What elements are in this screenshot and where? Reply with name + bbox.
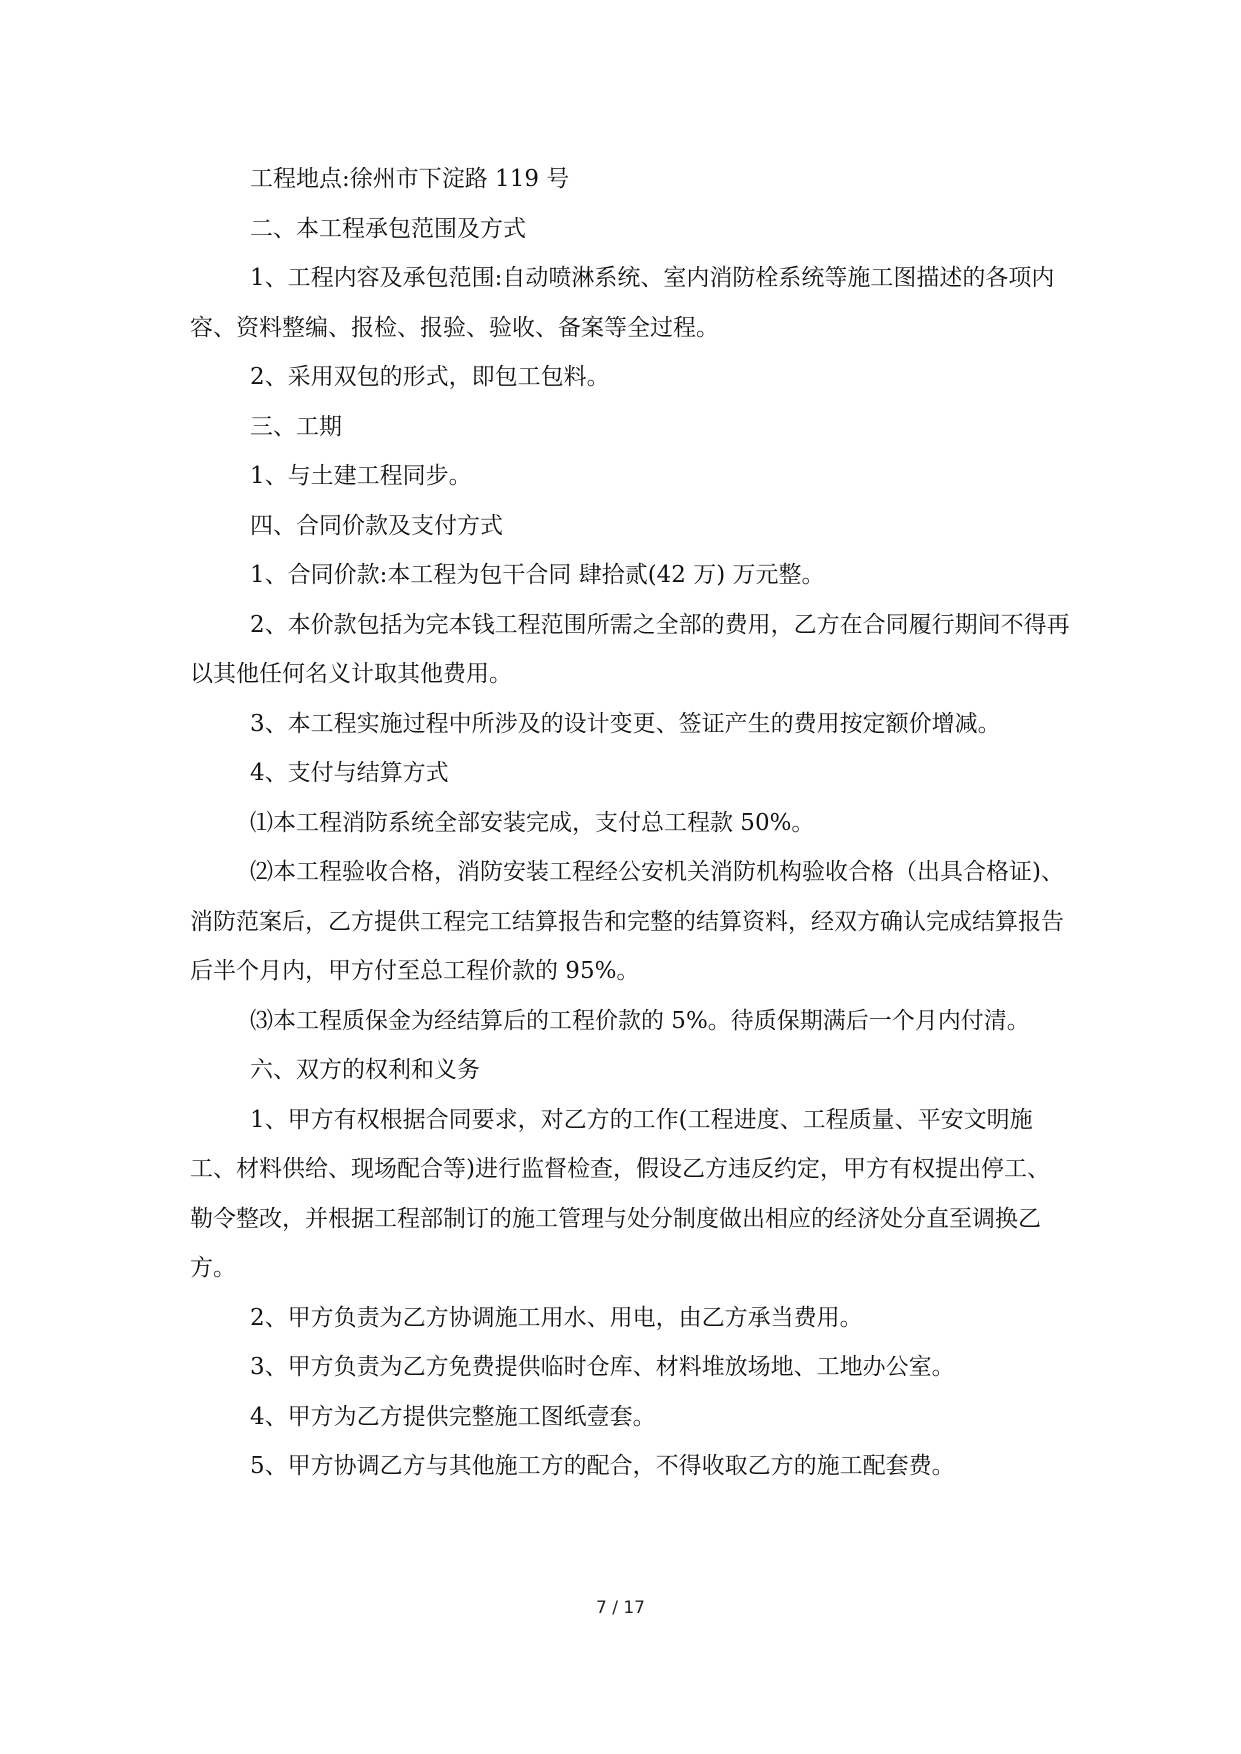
paragraph-obligation-5: 5、甲方协调乙方与其他施工方的配合，不得收取乙方的施工配套费。 [250, 1453, 955, 1479]
heading-rights-obligations: 六、双方的权利和义务 [250, 1057, 480, 1083]
paragraph-payment-stage-2: ⑵本工程验收合格，消防安装工程经公安机关消防机构验收合格（出具合格证)、消防范案后，乙方提供工程完工结算报告和完整的结算资料，经双方确认完成结算报告后半个月内，甲方付至总工程价款的 95%。 [190, 859, 1064, 984]
document-body [190, 155, 1070, 1492]
paragraph-obligation-4: 4、甲方为乙方提供完整施工图纸壹套。 [250, 1403, 656, 1430]
heading-scope-and-method: 二、本工程承包范围及方式 [250, 215, 526, 242]
paragraph-contract-form: 2、采用双包的形式，即包工包料。 [250, 364, 610, 390]
heading-payment-settlement: 4、支付与结算方式 [250, 760, 449, 786]
heading-price-and-payment: 四、合同价款及支付方式 [250, 512, 503, 539]
paragraph-price-scope: 2、本价款包括为完本钱工程范围所需之全部的费用，乙方在合同履行期间不得再以其他任何名义计取其他费用。 [190, 611, 1070, 687]
paragraph-scope-content: 1、工程内容及承包范围:自动喷淋系统、室内消防栓系统等施工图描述的各项内容、资料整编、报检、报验、验收、备案等全过程。 [190, 265, 1055, 341]
paragraph-obligation-3: 3、甲方负责为乙方免费提供临时仓库、材料堆放场地、工地办公室。 [250, 1354, 955, 1380]
paragraph-project-location: 工程地点:徐州市下淀路 119 号 [250, 166, 570, 192]
paragraph-obligation-2: 2、甲方负责为乙方协调施工用水、用电，由乙方承当费用。 [250, 1304, 863, 1331]
paragraph-payment-stage-1: ⑴本工程消防系统全部安装完成，支付总工程款 50%。 [250, 809, 815, 836]
paragraph-obligation-1: 1、甲方有权根据合同要求，对乙方的工作(工程进度、工程质量、平安文明施工、材料供给、现场配合等)进行监督检查，假设乙方违反约定，甲方有权提出停工、勒令整改，并根据工程部制订的施工管理与处分制度做出相应的经济处分直至调换乙方。 [190, 1106, 1050, 1281]
paragraph-schedule-sync: 1、与土建工程同步。 [250, 463, 472, 489]
paragraph-price-changes: 3、本工程实施过程中所涉及的设计变更、签证产生的费用按定额价增减。 [250, 710, 1001, 737]
heading-schedule: 三、工期 [250, 413, 342, 440]
paragraph-payment-stage-3: ⑶本工程质保金为经结算后的工程价款的 5%。待质保期满后一个月内付清。 [250, 1007, 1030, 1034]
page-number: 7 / 17 [596, 1598, 645, 1618]
paragraph-contract-price: 1、合同价款:本工程为包干合同 肆拾贰(42 万) 万元整。 [250, 562, 825, 588]
